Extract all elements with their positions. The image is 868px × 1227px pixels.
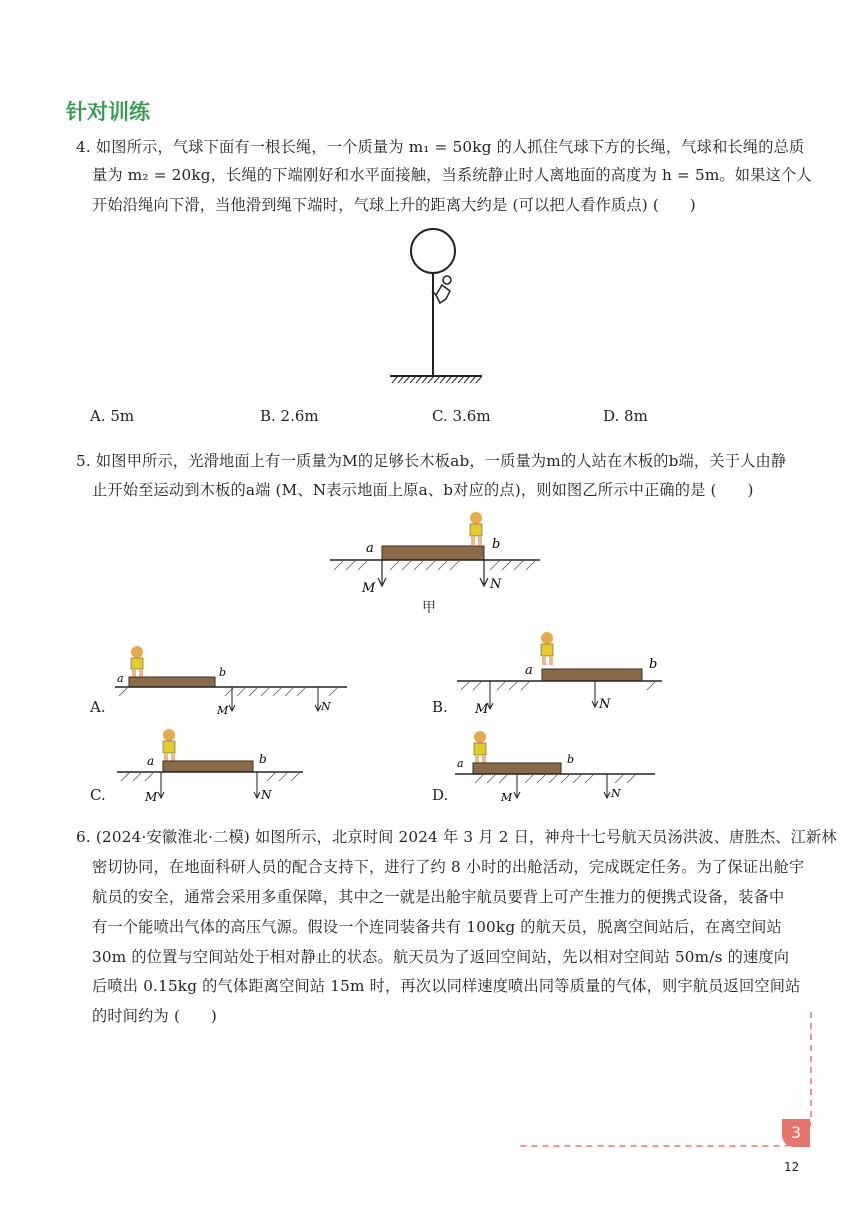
q6-line-7: 的时间约为 ( ) xyxy=(92,1007,217,1025)
q6-line-3: 航员的安全，通常会采用多重保障，其中之一就是出舱宇航员要背上可产生推力的便携式设备，装备中 xyxy=(92,888,785,906)
child-icon xyxy=(470,512,482,545)
label-b: b xyxy=(649,657,658,672)
label-a: a xyxy=(366,541,374,556)
label-n: N xyxy=(490,577,502,592)
q4-line-2: 量为 m₂ = 20kg，长绳的下端刚好和水平面接触，当系统静止时人离地面的高度为 h = 5m。如果这个人 xyxy=(92,166,812,184)
label-n: N xyxy=(599,697,611,712)
q6-line-5: 30m 的位置与空间站处于相对静止的状态。航天员为了返回空间站，先以相对空间站 50m/s 的速度向 xyxy=(92,948,790,966)
section-title: 针对训练 xyxy=(66,100,150,124)
child-icon xyxy=(131,646,143,677)
q5-line-1: 5. 如图甲所示，光滑地面上有一质量为M的足够长木板ab，一质量为m的人站在木板的b端，关于人由静 xyxy=(76,452,787,470)
label-m: M xyxy=(145,790,158,804)
label-a: a xyxy=(147,754,155,768)
page-corner-decoration xyxy=(515,1010,815,1150)
page-number: 12 xyxy=(784,1160,800,1174)
label-b: b xyxy=(219,666,227,679)
plank xyxy=(473,763,561,774)
label-m: M xyxy=(501,791,513,804)
label-b: b xyxy=(567,753,575,766)
label-m: M xyxy=(362,581,376,596)
plank xyxy=(129,677,215,687)
label-n: N xyxy=(321,700,331,713)
child-icon xyxy=(163,729,175,761)
label-b: b xyxy=(492,537,501,552)
q5-line-2: 止开始至运动到木板的a端 (M、N表示地面上原a、b对应的点)，则如图乙所示中正确的是 ( ) xyxy=(92,481,754,499)
option-c-figure xyxy=(117,725,307,807)
option-a-figure xyxy=(115,642,350,720)
child-icon xyxy=(474,731,486,763)
plank-figure-main xyxy=(330,508,545,598)
fig-main-caption: 甲 xyxy=(422,600,436,616)
q4-line-1: 4. 如图所示，气球下面有一根长绳，一个质量为 m₁ = 50kg 的人抓住气球下方的长绳，气球和长绳的总质 xyxy=(76,138,805,156)
label-b: b xyxy=(259,752,267,766)
q5-option-d[interactable]: D. xyxy=(432,786,449,804)
label-m: M xyxy=(217,704,229,717)
option-b-figure xyxy=(457,628,667,720)
option-d-figure xyxy=(455,727,660,807)
q4-option-c[interactable]: C. 3.6m xyxy=(432,407,491,425)
q6-line-2: 密切协同，在地面科研人员的配合支持下，进行了约 8 小时的出舱活动，完成既定任务。为了保证出舱宇 xyxy=(92,858,805,876)
q4-option-d[interactable]: D. 8m xyxy=(603,407,648,425)
plank xyxy=(542,669,642,681)
q4-option-b[interactable]: B. 2.6m xyxy=(260,407,319,425)
q6-line-4: 有一个能喷出气体的高压气源。假设一个连同装备共有 100kg 的航天员，脱离空间站后，在离空间站 xyxy=(92,918,782,936)
label-n: N xyxy=(611,787,621,800)
person-icon xyxy=(432,276,451,303)
label-a: a xyxy=(525,663,533,678)
q6-line-6: 后喷出 0.15kg 的气体距离空间站 15m 时，再次以同样速度喷出同等质量的气体，则宇航员返回空间站 xyxy=(92,977,801,995)
q4-line-3: 开始沿绳向下滑，当他滑到绳下端时，气球上升的距离大约是 (可以把人看作质点) ( ) xyxy=(92,196,696,214)
ground-hatch xyxy=(334,560,536,570)
label-a: a xyxy=(457,757,464,770)
q5-option-a[interactable]: A. xyxy=(90,698,106,716)
plank xyxy=(382,546,484,560)
balloon-figure xyxy=(380,225,490,385)
plank xyxy=(163,761,253,772)
child-icon xyxy=(541,632,553,665)
label-m: M xyxy=(475,702,489,717)
q5-option-c[interactable]: C. xyxy=(90,786,106,804)
page-badge: 3 xyxy=(782,1119,810,1147)
q6-line-1: 6. (2024·安徽淮北·二模) 如图所示，北京时间 2024 年 3 月 2 日，神舟十七号航天员汤洪波、唐胜杰、江新林 xyxy=(76,828,837,846)
balloon xyxy=(411,229,455,273)
label-a: a xyxy=(117,672,124,685)
ground-hatch xyxy=(392,376,482,383)
q5-option-b[interactable]: B. xyxy=(432,698,448,716)
label-n: N xyxy=(261,788,272,802)
q4-option-a[interactable]: A. 5m xyxy=(90,407,135,425)
